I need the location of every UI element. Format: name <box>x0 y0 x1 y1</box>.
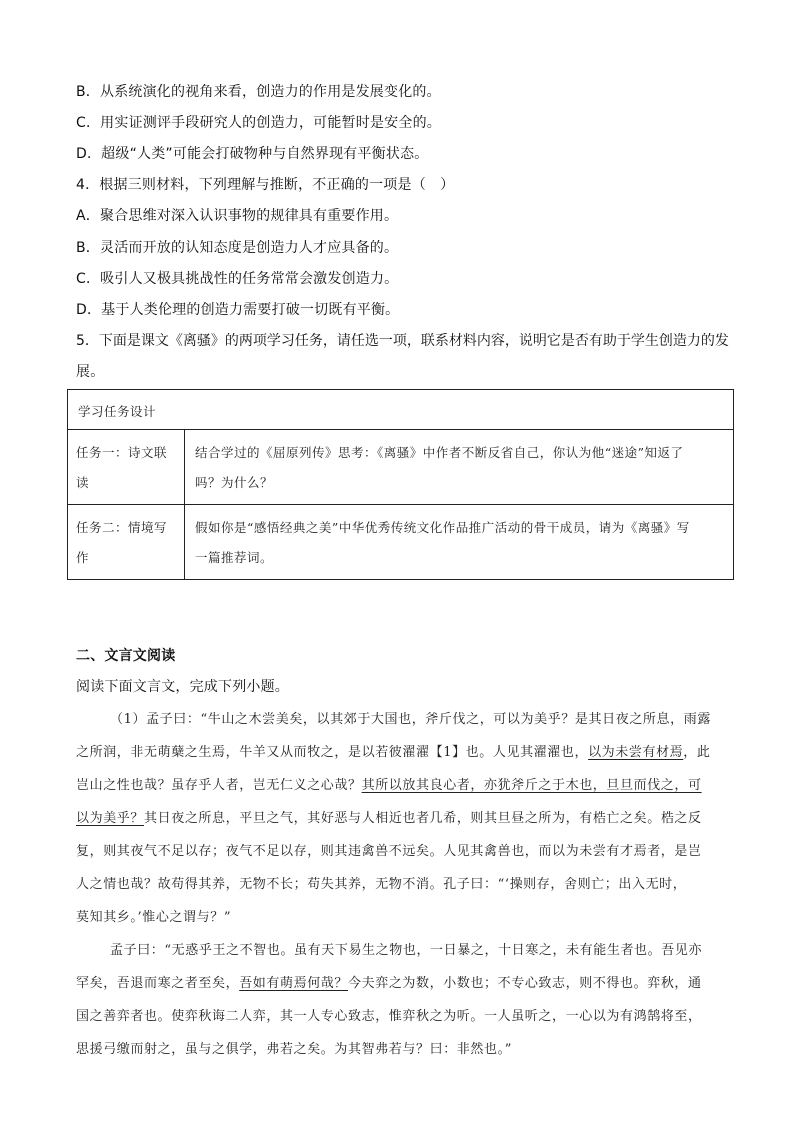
passage-text: 今夫弈之为数，小数也；不专心致志，则不得也。弈秋，通 <box>348 976 702 991</box>
question-4-stem: 4．根据三则材料，下列理解与推断，不正确的一项是（ ） <box>76 177 455 193</box>
question-5-stem-line1: 5．下面是课文《离骚》的两项学习任务，请任选一项，联系材料内容，说明它是否有助于学生创造力的发 <box>76 333 729 349</box>
task-table-header: 学习任务设计 <box>68 390 734 430</box>
option-3c: C．用实证测评手段研究人的创造力，可能暂时是安全的。 <box>76 115 441 131</box>
task-content-line1: 结合学过的《屈原列传》思考：《离骚》中作者不断反省自己，你认为他“迷途”知返了 <box>195 445 684 460</box>
underlined-sentence: 其所以放其良心者，亦犹斧斤之于木也，旦旦而伐之，可 <box>361 778 702 793</box>
section-instruction: 阅读下面文言文，完成下列小题。 <box>76 679 289 695</box>
task-content-cell <box>185 430 734 505</box>
passage-2-line3: 国之善弈者也。使弈秋诲二人弈，其一人专心致志，惟弈秋之为听。一人虽听之，一心以为有鸿鹄将至， <box>76 1009 702 1024</box>
passage-1-line6: 人之情也哉？故苟得其养，无物不长；苟失其养，无物不消。孔子曰：“‘操则存，舍则亡；出入无时， <box>76 877 687 892</box>
option-3b: B．从系统演化的视角来看，创造力的作用是发展变化的。 <box>76 84 441 100</box>
passage-1-line1: （1）孟子曰：“牛山之木尝美矣，以其郊于大国也，斧斤伐之，可以为美乎？是其日夜之所息，雨露 <box>110 712 711 727</box>
passage-2-line2 <box>76 974 702 994</box>
task-name-line1: 任务一：诗文联 <box>76 445 168 460</box>
task-name-cell <box>68 430 185 505</box>
option-4a: A．聚合思维对深入认识事物的规律具有重要作用。 <box>76 208 399 224</box>
passage-text: 之所润，非无萌蘖之生焉，牛羊又从而牧之，是以若彼濯濯【1】也。人见其濯濯也， <box>76 745 589 760</box>
passage-1-line4 <box>76 809 702 829</box>
passage-2-line4: 思援弓缴而射之，虽与之俱学，弗若之矣。为其智弗若与？曰：非然也。” <box>76 1042 512 1057</box>
passage-2-line1: 孟子曰：“无惑乎王之不智也。虽有天下易生之物也，一日暴之，十日寒之，未有能生者也。吾见亦 <box>110 943 703 958</box>
task-content-cell <box>185 505 734 580</box>
task-name-cell <box>68 505 185 580</box>
task-content-line2: 一篇推荐词。 <box>195 550 274 565</box>
task-content-line2: 吗？为什么？ <box>195 475 274 490</box>
section-title: 二、文言文阅读 <box>76 648 176 664</box>
option-4c: C．吸引人又极具挑战性的任务常常会激发创造力。 <box>76 271 399 287</box>
task-name-line1: 任务二：情境写 <box>76 520 168 535</box>
task-table <box>67 389 734 580</box>
passage-1-line3 <box>76 776 702 796</box>
passage-1-line5: 复，则其夜气不足以存；夜气不足以存，则其违禽兽不远矣。人见其禽兽也，而以为未尝有才焉者，是岂 <box>76 844 702 859</box>
option-4d: D．基于人类伦理的创造力需要打破一切既有平衡。 <box>76 302 400 318</box>
underlined-sentence: 以为美乎？ <box>76 811 145 826</box>
passage-text: 岂山之性也哉？虽存乎人者，岂无仁义之心哉？ <box>76 778 362 793</box>
task-content-line1: 假如你是“感悟经典之美”中华优秀传统文化作品推广活动的骨干成员，请为《离骚》写 <box>195 520 690 535</box>
option-3d: D．超级“人类”可能会打破物种与自然界现有平衡状态。 <box>76 146 429 162</box>
passage-1-line7: 莫知其乡。’惟心之谓与？” <box>76 910 232 925</box>
table-row <box>68 430 734 505</box>
underlined-sentence: 吾如有萌焉何哉？ <box>239 976 349 991</box>
passage-text: 其日夜之所息，平旦之气，其好恶与人相近也者几希，则其旦昼之所为，有梏亡之矣。梏之反 <box>144 811 702 826</box>
underlined-sentence: 以为未尝有材焉 <box>588 745 684 760</box>
task-name-line2: 作 <box>76 550 90 565</box>
passage-1-line2 <box>76 743 710 763</box>
passage-text: ，此 <box>683 745 711 760</box>
question-5-stem-line2: 展。 <box>76 364 105 380</box>
option-4b: B．灵活而开放的认知态度是创造力人才应具备的。 <box>76 240 399 256</box>
task-name-line2: 读 <box>76 475 90 490</box>
passage-text: 罕矣，吾退而寒之者至矣， <box>76 976 240 991</box>
table-row <box>68 505 734 580</box>
